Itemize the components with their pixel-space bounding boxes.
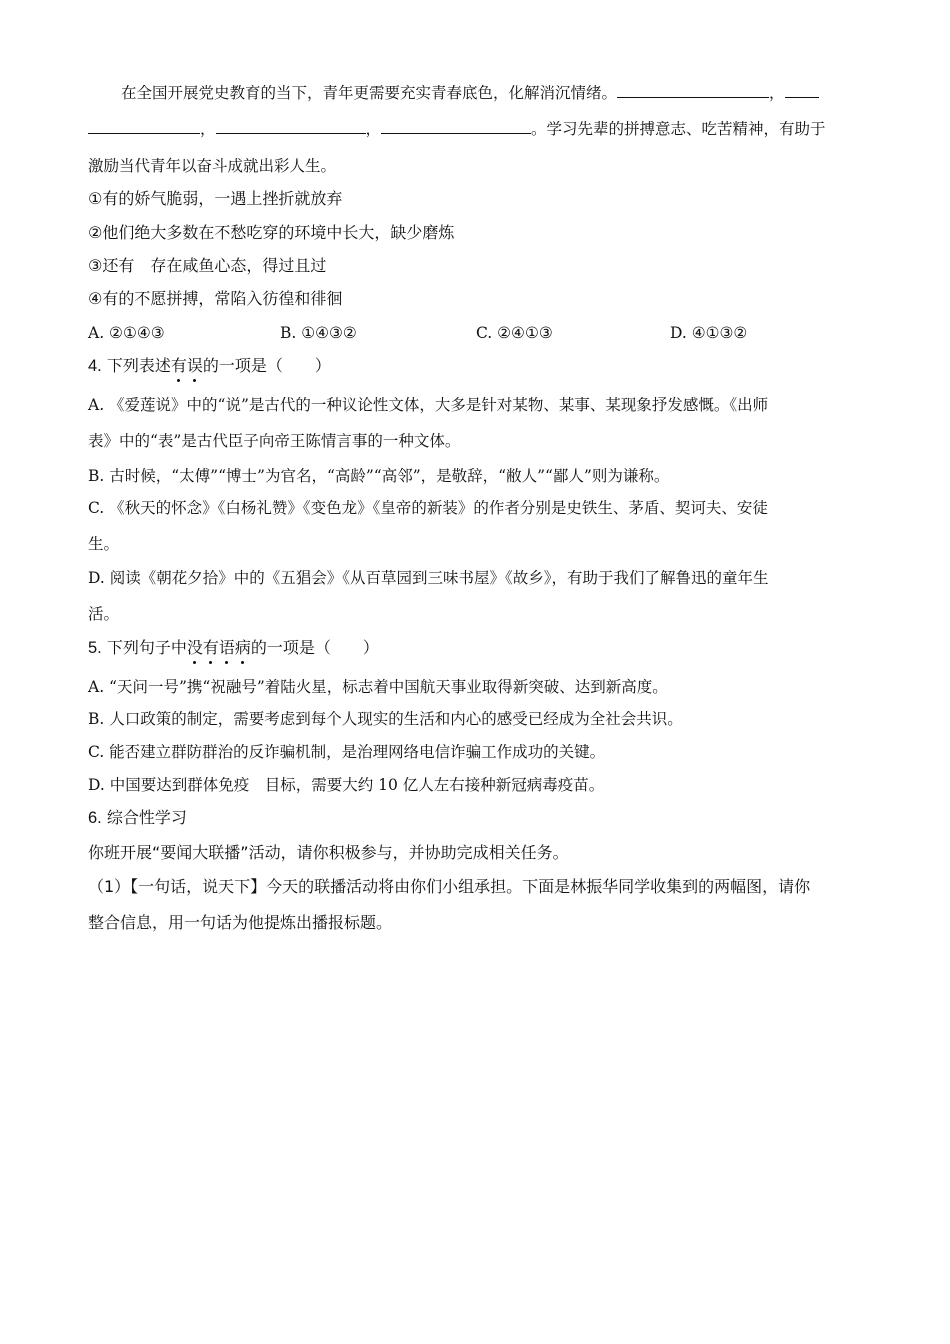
q5-heading	[88, 637, 862, 659]
q4-emphasis-char: 有	[170, 356, 187, 375]
q4-option-a-line-2: 表》中的“表”是古代臣子向帝王陈情言事的一种文体。	[88, 432, 461, 450]
q3-option-b[interactable]: B. ①④③②	[280, 324, 357, 342]
q5-stem-post: 的一项是（ ）	[250, 638, 379, 657]
passage-line-3: 激励当代青年以奋斗成就出彩人生。	[88, 157, 337, 175]
q4-stem-pre: 下列表述	[101, 356, 171, 375]
blank-separator: ，	[200, 120, 216, 138]
answer-blank-2-end[interactable]	[88, 118, 200, 134]
answer-blank-2-start[interactable]	[785, 82, 819, 98]
blank-separator: ，	[365, 120, 382, 138]
q4-emphasis-char: 误	[186, 356, 203, 375]
passage-line-2	[88, 118, 862, 140]
answer-blank-4[interactable]	[381, 118, 531, 134]
q4-option-a-line-1[interactable]: A. 《爱莲说》中的“说”是古代的一种议论性文体，大多是针对某物、某事、某现象抒发感慨。《出师	[88, 396, 769, 414]
passage-text-2: 。学习先辈的拼搏意志、吃苦精神，有助于	[531, 120, 826, 138]
q4-option-c-line-2: 生。	[88, 535, 120, 553]
q6-sub1-line-2: 整合信息，用一句话为他提炼出播报标题。	[88, 913, 393, 932]
q5-emphasis-char: 病	[234, 638, 251, 657]
q6-heading	[88, 807, 862, 829]
answer-blank-1[interactable]	[617, 82, 769, 98]
q5-number: 5.	[88, 639, 102, 657]
q4-heading	[88, 355, 862, 377]
q4-option-c-line-1[interactable]: C. 《秋天的怀念》《白杨礼赞》《变色龙》《皇帝的新装》的作者分别是史铁生、茅盾、契诃夫、安徒	[88, 499, 768, 517]
q4-number: 4.	[88, 357, 102, 375]
q6-sub1-line-1: （1）【一句话，说天下】今天的联播活动将由你们小组承担。下面是林振华同学收集到的两幅图，请你	[88, 877, 811, 896]
answer-blank-3[interactable]	[216, 118, 366, 134]
passage-text-1: 在全国开展党史教育的当下，青年更需要充实青春底色，化解消沉情绪。	[121, 84, 618, 102]
sentence-4: ④有的不愿拼搏，常陷入彷徨和徘徊	[88, 289, 343, 308]
q5-option-d[interactable]: D. 中国要达到群体免疫 目标，需要大约 10 亿人左右接种新冠病毒疫苗。	[88, 776, 605, 794]
q6-title: 综合性学习	[101, 808, 187, 827]
passage-line-1	[88, 82, 862, 104]
q5-option-a[interactable]: A. “天问一号”携“祝融号”着陆火星，标志着中国航天事业取得新突破、达到新高度。	[88, 678, 668, 696]
q5-emphasis-char: 没	[186, 638, 203, 657]
q3-option-d[interactable]: D. ④①③②	[670, 324, 748, 342]
sentence-1: ①有的娇气脆弱，一遇上挫折就放弃	[88, 189, 343, 208]
q5-emphasis-char: 语	[218, 638, 235, 657]
q4-option-d-line-1[interactable]: D. 阅读《朝花夕拾》中的《五猖会》《从百草园到三味书屋》《故乡》，有助于我们了解鲁迅的童年生	[88, 569, 769, 587]
sentence-3: ③还有 存在咸鱼心态，得过且过	[88, 256, 327, 275]
q5-stem-pre: 下列句子中	[101, 638, 187, 657]
sentence-2: ②他们绝大多数在不愁吃穿的环境中长大，缺少磨炼	[88, 223, 455, 242]
q4-stem-post: 的一项是（ ）	[202, 356, 331, 375]
blank-separator: ，	[769, 84, 785, 102]
q6-intro: 你班开展“要闻大联播”活动，请你积极参与，并协助完成相关任务。	[88, 843, 569, 862]
q5-option-b[interactable]: B. 人口政策的制定，需要考虑到每个人现实的生活和内心的感受已经成为全社会共识。	[88, 710, 683, 728]
q3-option-c[interactable]: C. ②④①③	[476, 324, 553, 342]
q5-emphasis-char: 有	[202, 638, 219, 657]
q3-options-row	[88, 322, 862, 344]
q4-option-b[interactable]: B. 古时候，“太傅”“博士”为官名，“高龄”“高邻”，是敬辞，“敝人”“鄙人”则为谦称。	[88, 467, 670, 485]
q3-option-a[interactable]: A. ②①④③	[88, 324, 165, 342]
q4-option-d-line-2: 活。	[88, 605, 120, 623]
q5-option-c[interactable]: C. 能否建立群防群治的反诈骗机制，是治理网络电信诈骗工作成功的关键。	[88, 743, 606, 761]
q6-number: 6.	[88, 809, 102, 827]
